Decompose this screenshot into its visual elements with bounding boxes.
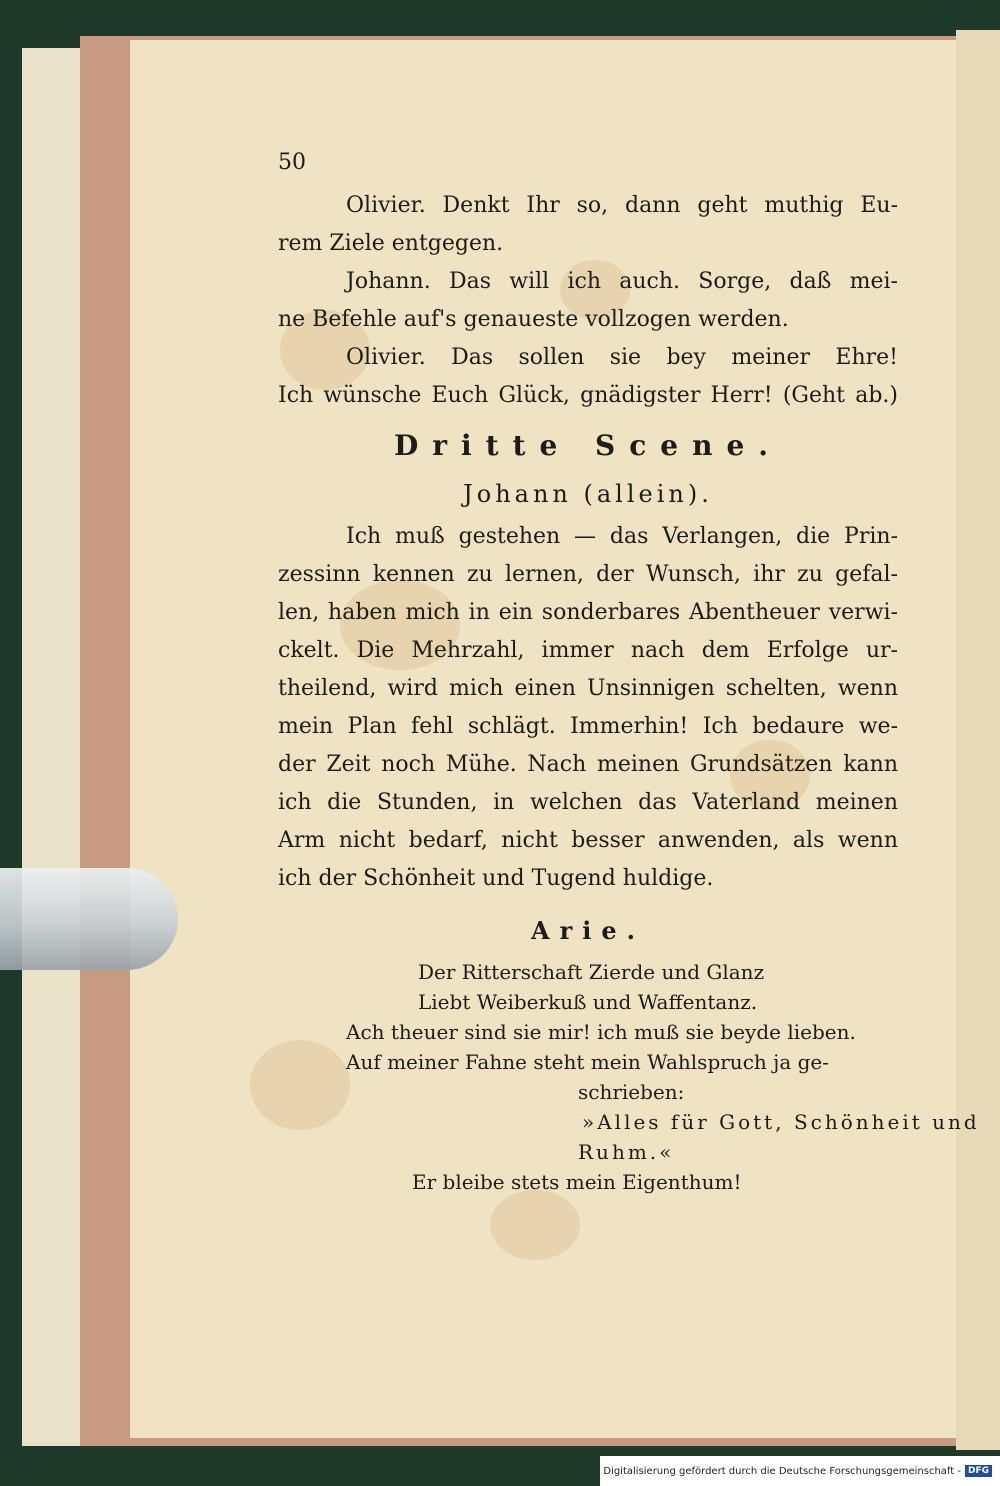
verse-line: Auf meiner Fahne steht mein Wahlspruch ja ge- — [346, 1050, 830, 1074]
scene-heading: Dritte Scene. — [393, 429, 783, 462]
verse-line: Liebt Weiberkuß und Waffentanz. — [418, 990, 758, 1014]
paragraph-line: der Zeit noch Mühe. Nach meinen Grundsätzen kann — [278, 752, 898, 777]
dfg-logo: DFG — [965, 1465, 992, 1477]
paragraph-line: ich die Stunden, in welchen das Vaterland meinen — [278, 790, 898, 815]
paragraph-line: zessinn kennen zu lernen, der Wunsch, ihr zu gefal- — [278, 562, 898, 587]
paragraph-line: mein Plan fehl schlägt. Immerhin! Ich bedaure we- — [278, 714, 898, 739]
credit-text: Digitalisierung gefördert durch die Deutsche Forschungsgemeinschaft - — [603, 1465, 961, 1477]
digitization-credit — [600, 1456, 1000, 1486]
paragraph-line: Arm nicht bedarf, nicht besser anwenden, als wenn — [278, 828, 898, 853]
page-text — [278, 150, 980, 1197]
dialogue-line: rem Ziele entgegen. — [278, 231, 504, 256]
paragraph-line: theilend, wird mich einen Unsinnigen schelten, wenn — [278, 676, 898, 701]
verse-line: Ruhm.« — [578, 1140, 675, 1164]
verse-line: Ach theuer sind sie mir! ich muß sie beyde lieben. — [346, 1020, 856, 1044]
page-number: 50 — [278, 150, 306, 175]
dialogue-line: Olivier. Das sollen sie bey meiner Ehre! — [346, 345, 898, 370]
paragraph-line: Ich muß gestehen — das Verlangen, die Prin- — [346, 524, 898, 549]
verse-line: »Alles für Gott, Schönheit und — [582, 1110, 980, 1134]
dialogue-line: ne Befehle auf's genaueste vollzogen werden. — [278, 307, 789, 332]
verse-line: Er bleibe stets mein Eigenthum! — [412, 1170, 742, 1194]
dialogue-line: Johann. Das will ich auch. Sorge, daß mei- — [346, 269, 898, 294]
right-page-edge — [956, 30, 1000, 1450]
left-page-edge — [22, 48, 84, 1446]
bookmark-clip — [0, 868, 178, 970]
verse-line: schrieben: — [578, 1080, 685, 1104]
dialogue-line: Ich wünsche Euch Glück, gnädigster Herr! (Geht ab.) — [278, 383, 898, 408]
paragraph-line: ckelt. Die Mehrzahl, immer nach dem Erfolge ur- — [278, 638, 898, 663]
paragraph-line: ich der Schönheit und Tugend huldige. — [278, 866, 714, 891]
scene-subheading: Johann (allein). — [463, 480, 713, 508]
verse-line: Der Ritterschaft Zierde und Glanz — [418, 960, 765, 984]
paragraph-line: len, haben mich in ein sonderbares Abentheuer verwi- — [278, 600, 898, 625]
dialogue-line: Olivier. Denkt Ihr so, dann geht muthig Eu- — [346, 193, 898, 218]
arie-heading: Arie. — [530, 916, 645, 945]
